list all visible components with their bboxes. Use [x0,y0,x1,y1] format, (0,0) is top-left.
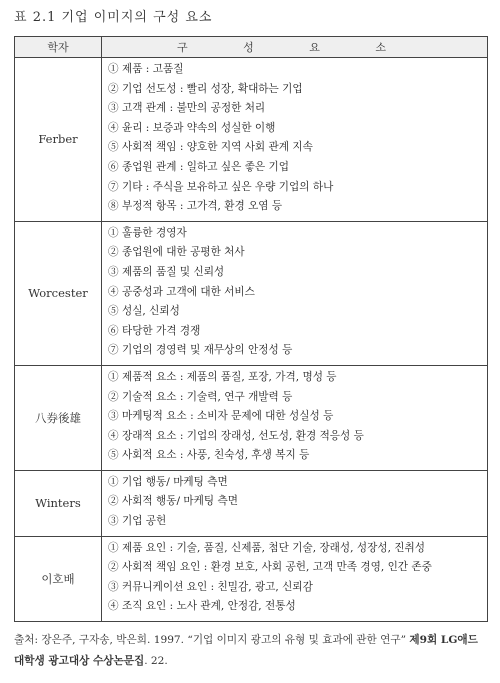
list-item: ① 훌륭한 경영자 [108,226,187,239]
component-table [14,36,488,622]
list-item: ③ 기업 공헌 [108,515,167,528]
table-header-row [15,37,488,58]
list-item: ⑦ 기업의 경영력 및 재무상의 안정성 등 [108,344,293,357]
list-item: ① 제품 요인 : 기술, 품질, 신제품, 첨단 기술, 장래성, 성장성, 진취성 [108,541,426,554]
list-item: ② 사회적 책임 요인 : 환경 보호, 사회 공헌, 고객 만족 경영, 인간 존중 [108,561,432,574]
citation-journal: 제9회 LG애드 대학생 광고대상 수상논문집 [14,634,478,667]
list-item: ① 기업 행동/ 마케팅 측면 [108,475,228,488]
component-list [102,365,488,470]
list-item: ③ 커뮤니케이션 요인 : 친밀감, 광고, 신뢰감 [108,580,313,593]
component-list [102,58,488,222]
scholar-name: Winters [15,470,102,536]
list-item: ④ 윤리 : 보증과 약속의 성실한 이행 [108,121,276,134]
list-item: ② 기업 선도성 : 빨리 성장, 확대하는 기업 [108,82,303,95]
list-item: ③ 제품의 품질 및 신뢰성 [108,265,225,278]
table-row [15,221,488,365]
list-item: ⑧ 부정적 항목 : 고가격, 환경 오염 등 [108,200,283,213]
list-item: ① 제품적 요소 : 제품의 품질, 포장, 가격, 명성 등 [108,370,337,383]
table-row [15,470,488,536]
scholar-name: 이호배 [15,536,102,621]
list-item: ② 사회적 행동/ 마케팅 측면 [108,495,238,508]
scholar-name: 八券後雄 [15,365,102,470]
header-scholar: 학자 [15,37,102,58]
list-item: ⑤ 사회적 책임 : 양호한 지역 사회 관계 지속 [108,141,313,154]
scholar-name: Worcester [15,221,102,365]
list-item: ④ 장래적 요소 : 기업의 장래성, 선도성, 환경 적응성 등 [108,429,364,442]
citation-page: . 22. [144,655,168,667]
table-row [15,365,488,470]
table-title: 표 2.1 기업 이미지의 구성 요소 [14,10,213,25]
citation-text: 출처: 장은주, 구자송, 박은희. 1997. “기업 이미지 광고의 유형 및 효과에 관한 연구” [14,634,407,646]
list-item: ④ 조직 요인 : 노사 관계, 안정감, 전통성 [108,600,296,613]
list-item: ④ 공중성과 고객에 대한 서비스 [108,285,255,298]
source-citation [14,630,488,672]
list-item: ⑥ 종업원 관계 : 일하고 싶은 좋은 기업 [108,160,290,173]
list-item: ⑦ 기타 : 주식을 보유하고 싶은 우량 기업의 하나 [108,180,334,193]
table-row [15,536,488,621]
list-item: ② 종업원에 대한 공평한 처사 [108,246,245,259]
list-item: ⑤ 사회적 요소 : 사풍, 친숙성, 후생 복지 등 [108,449,310,462]
list-item: ① 제품 : 고품질 [108,63,184,75]
list-item: ③ 마케팅적 요소 : 소비자 문제에 대한 성실성 등 [108,410,334,423]
component-list [102,536,488,621]
component-list [102,221,488,365]
list-item: ② 기술적 요소 : 기술력, 연구 개발력 등 [108,390,293,403]
list-item: ③ 고객 관계 : 불만의 공정한 처리 [108,102,266,115]
component-list [102,470,488,536]
table-row [15,58,488,222]
list-item: ⑤ 성실, 신뢰성 [108,305,180,318]
scholar-name: Ferber [15,58,102,222]
list-item: ⑥ 타당한 가격 경쟁 [108,324,201,337]
header-components: 구 성 요 소 [102,37,488,58]
